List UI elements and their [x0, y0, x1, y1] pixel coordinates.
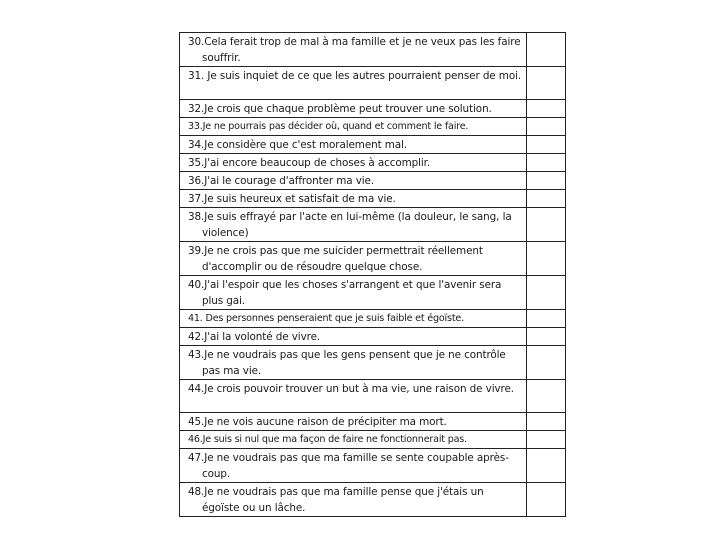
table-row: [180, 172, 566, 190]
answer-cell[interactable]: [527, 276, 566, 310]
item-text: 44.Je crois pouvoir trouver un but à ma vie, une raison de vivre.: [188, 383, 514, 395]
item-cell: [180, 380, 527, 413]
answer-cell[interactable]: [527, 310, 566, 328]
table-row: [180, 380, 566, 413]
item-cell: [180, 431, 527, 449]
item-text: 47.Je ne voudrais pas que ma famille se sente coupable après-coup.: [188, 452, 509, 480]
answer-cell[interactable]: [527, 483, 566, 517]
item-cell: [180, 449, 527, 483]
table-row: [180, 100, 566, 118]
item-text: 34.Je considère que c'est moralement mal.: [188, 139, 408, 151]
item-text: 36.J'ai le courage d'affronter ma vie.: [188, 175, 375, 187]
table-row: [180, 310, 566, 328]
table-row: [180, 190, 566, 208]
item-cell: [180, 172, 527, 190]
table-row: [180, 346, 566, 380]
item-text: 43.Je ne voudrais pas que les gens pensent que je ne contrôle pas ma vie.: [188, 349, 506, 377]
item-cell: [180, 346, 527, 380]
item-text: 45.Je ne vois aucune raison de précipiter ma mort.: [188, 416, 447, 428]
answer-cell[interactable]: [527, 67, 566, 100]
item-cell: [180, 208, 527, 242]
answer-cell[interactable]: [527, 431, 566, 449]
table-row: [180, 33, 566, 67]
answer-cell[interactable]: [527, 100, 566, 118]
item-text: 39.Je ne crois pas que me suicider permettrait réellement d'accomplir ou de résoudre quelque chose.: [188, 245, 483, 273]
answer-cell[interactable]: [527, 208, 566, 242]
table-row: [180, 276, 566, 310]
table-row: [180, 449, 566, 483]
table-row: [180, 431, 566, 449]
item-cell: [180, 100, 527, 118]
table-row: [180, 154, 566, 172]
item-cell: [180, 413, 527, 431]
item-text: 30.Cela ferait trop de mal à ma famille et je ne veux pas les faire souffrir.: [188, 36, 521, 64]
answer-cell[interactable]: [527, 413, 566, 431]
answer-cell[interactable]: [527, 190, 566, 208]
answer-cell[interactable]: [527, 136, 566, 154]
item-cell: [180, 118, 527, 136]
item-cell: [180, 276, 527, 310]
table-row: [180, 136, 566, 154]
item-cell: [180, 33, 527, 67]
answer-cell[interactable]: [527, 154, 566, 172]
item-text: 38.Je suis effrayé par l'acte en lui-même (la douleur, le sang, la violence): [188, 211, 512, 239]
answer-cell[interactable]: [527, 118, 566, 136]
answer-cell[interactable]: [527, 449, 566, 483]
item-text: 46.Je suis si nul que ma façon de faire ne fonctionnerait pas.: [188, 434, 467, 445]
item-cell: [180, 136, 527, 154]
item-cell: [180, 310, 527, 328]
item-text: 33.Je ne pourrais pas décider où, quand et comment le faire.: [188, 121, 469, 132]
item-text: 31. Je suis inquiet de ce que les autres pourraient penser de moi.: [188, 70, 522, 82]
answer-cell[interactable]: [527, 346, 566, 380]
item-cell: [180, 242, 527, 276]
item-text: 35.J'ai encore beaucoup de choses à accomplir.: [188, 157, 431, 169]
table-row: [180, 67, 566, 100]
item-cell: [180, 154, 527, 172]
answer-cell[interactable]: [527, 172, 566, 190]
table-row: [180, 118, 566, 136]
item-cell: [180, 67, 527, 100]
table-row: [180, 328, 566, 346]
answer-cell[interactable]: [527, 33, 566, 67]
questionnaire-table: [179, 32, 566, 517]
answer-cell[interactable]: [527, 380, 566, 413]
item-text: 37.Je suis heureux et satisfait de ma vie.: [188, 193, 396, 205]
item-cell: [180, 190, 527, 208]
item-cell: [180, 483, 527, 517]
item-text: 40.J'ai l'espoir que les choses s'arrangent et que l'avenir sera plus gai.: [188, 279, 502, 307]
table-row: [180, 483, 566, 517]
item-text: 32.Je crois que chaque problème peut trouver une solution.: [188, 103, 492, 115]
table-row: [180, 208, 566, 242]
item-text: 48.Je ne voudrais pas que ma famille pense que j'étais un égoïste ou un lâche.: [188, 486, 484, 514]
item-text: 41. Des personnes penseraient que je suis faible et égoïste.: [188, 313, 464, 324]
item-cell: [180, 328, 527, 346]
answer-cell[interactable]: [527, 328, 566, 346]
table-row: [180, 242, 566, 276]
item-text: 42.J'ai la volonté de vivre.: [188, 331, 321, 343]
answer-cell[interactable]: [527, 242, 566, 276]
table-row: [180, 413, 566, 431]
